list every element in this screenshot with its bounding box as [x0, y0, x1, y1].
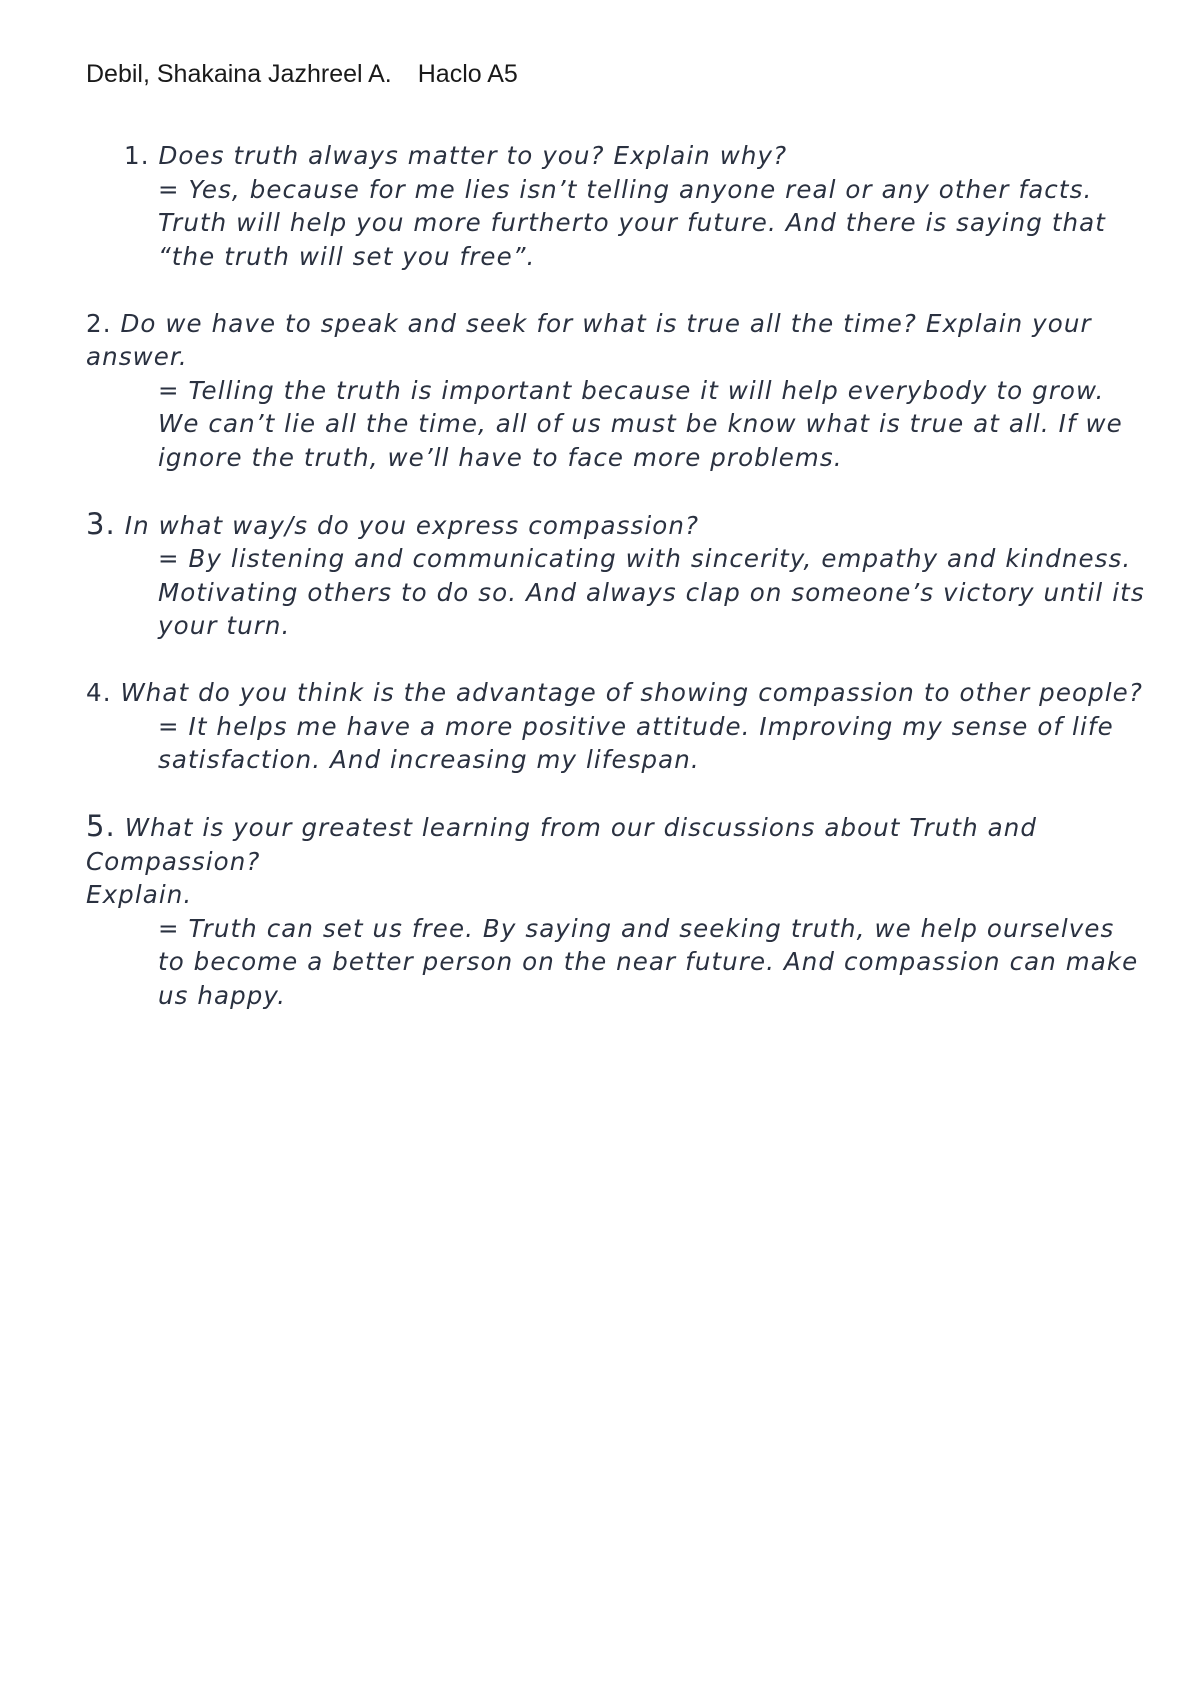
questions-list	[86, 139, 1146, 1012]
question-3	[86, 508, 1146, 543]
document-header	[86, 60, 518, 89]
answer-2: = Telling the truth is important because it will help everybody to grow. We can’t lie all the time, all of us must be know what is true at all. If we ignore the truth, we’ll have to face more problems.	[158, 375, 1123, 472]
question-item-3	[86, 508, 1146, 643]
question-text: Do we have to speak and seek for what is true all the time? Explain your answer.	[86, 308, 1092, 371]
question-text: Does truth always matter to you? Explain why?	[158, 141, 788, 170]
question-item-5	[86, 810, 1146, 1012]
question-text: In what way/s do you express compassion?	[124, 510, 700, 540]
question-5-extra: Explain.	[86, 880, 193, 909]
question-text: What is your greatest learning from our discussions about Truth and Compassion?	[86, 813, 1037, 876]
question-number: 2.	[86, 308, 112, 338]
answer-1: = Yes, because for me lies isn’t telling anyone real or any other facts. Truth will help you more furtherto your future. And there is saying that “the truth will set you free”.	[158, 174, 1106, 271]
answer-3: = By listening and communicating with sincerity, empathy and kindness. Motivating others to do so. And always clap on someone’s victory until its your turn.	[158, 544, 1145, 640]
question-4	[86, 676, 1146, 710]
question-number: 1.	[124, 141, 150, 170]
answer-4: = It helps me have a more positive attitude. Improving my sense of life satisfaction. And increasing my lifespan.	[158, 711, 1114, 774]
question-2	[86, 307, 1146, 374]
student-name: Debil, Shakaina Jazhreel A.	[86, 60, 392, 88]
question-item-1	[86, 139, 1146, 273]
student-section: Haclo A5	[417, 60, 518, 88]
question-number: 3.	[86, 506, 116, 541]
answer-5: = Truth can set us free. By saying and seeking truth, we help ourselves to become a better person on the near future. And compassion can make us happy.	[158, 913, 1139, 1010]
question-text: What do you think is the advantage of showing compassion to other people?	[120, 678, 1143, 707]
question-1	[86, 139, 1146, 173]
question-number: 4.	[86, 678, 112, 707]
question-item-4	[86, 676, 1146, 777]
question-5	[86, 810, 1146, 878]
question-item-2	[86, 307, 1146, 475]
question-number: 5.	[86, 809, 116, 843]
